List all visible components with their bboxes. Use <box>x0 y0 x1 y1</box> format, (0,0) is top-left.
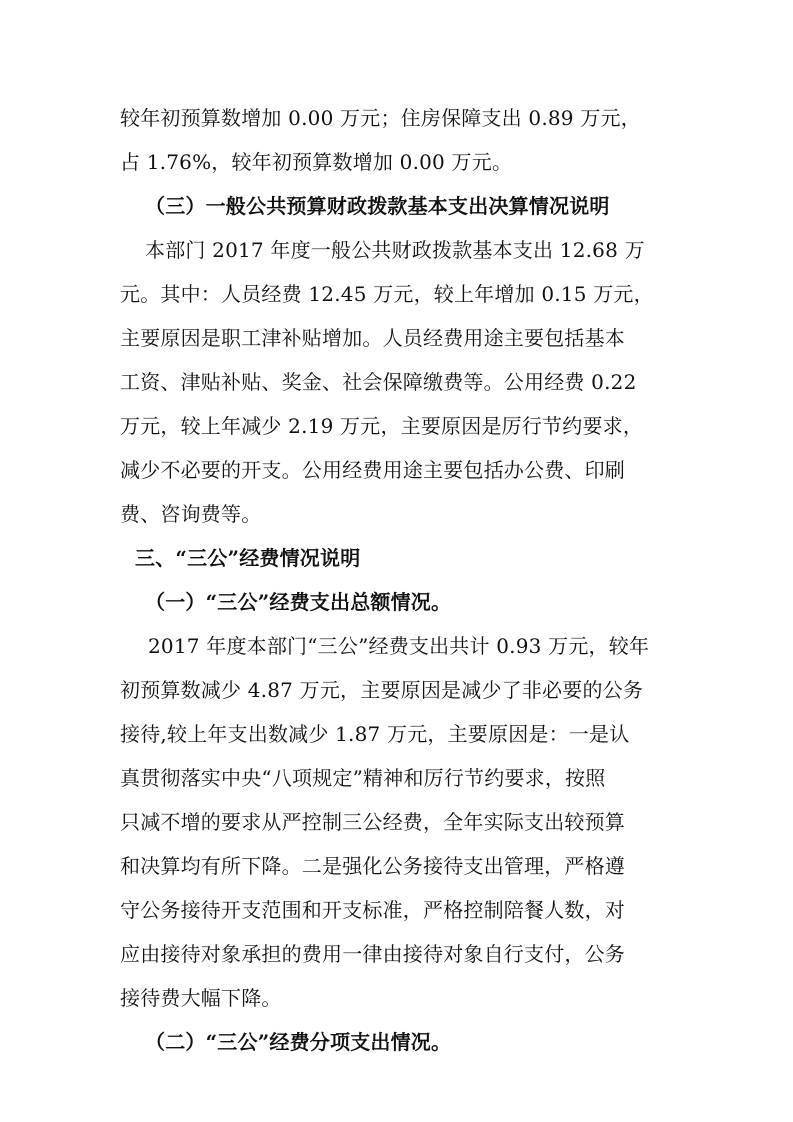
section-heading: 三、“三公”经费情况说明 <box>135 546 361 570</box>
paragraph-line: 费、咨询费等。 <box>120 502 262 526</box>
paragraph-line: 本部门 2017 年度一般公共财政拨款基本支出 12.68 万 <box>145 238 645 262</box>
text-line: 较年初预算数增加 0.00 万元；住房保障支出 0.89 万元， <box>120 106 641 130</box>
paragraph-line: 万元，较上年减少 2.19 万元，主要原因是厉行节约要求， <box>120 414 644 438</box>
paragraph-line: 接待,较上年支出数减少 1.87 万元，主要原因是：一是认 <box>120 722 630 746</box>
paragraph-line: 初预算数减少 4.87 万元，主要原因是减少了非必要的公务 <box>120 678 644 702</box>
paragraph-line: 减少不必要的开支。公用经费用途主要包括办公费、印刷 <box>120 458 625 482</box>
paragraph-line: 2017 年度本部门“三公”经费支出共计 0.93 万元，较年 <box>148 634 650 658</box>
subsection-heading: （二）“三公”经费分项支出情况。 <box>145 1030 452 1054</box>
paragraph-line: 只减不增的要求从严控制三公经费，全年实际支出较预算 <box>120 810 625 834</box>
paragraph-line: 元。其中：人员经费 12.45 万元，较上年增加 0.15 万元， <box>120 282 654 306</box>
paragraph-line: 守公务接待开支范围和开支标准，严格控制陪餐人数，对 <box>120 898 625 922</box>
text-line: 占 1.76%，较年初预算数增加 0.00 万元。 <box>120 150 513 174</box>
paragraph-line: 和决算均有所下降。二是强化公务接待支出管理，严格遵 <box>120 854 625 878</box>
paragraph-line: 应由接待对象承担的费用一律由接待对象自行支付，公务 <box>120 942 625 966</box>
paragraph-line: 接待费大幅下降。 <box>120 986 282 1010</box>
paragraph-line: 工资、津贴补贴、奖金、社会保障缴费等。公用经费 0.22 <box>120 370 637 394</box>
paragraph-line: 真贯彻落实中央“八项规定”精神和厉行节约要求，按照 <box>120 766 606 790</box>
section-heading: （三）一般公共预算财政拨款基本支出决算情况说明 <box>145 194 610 218</box>
subsection-heading: （一）“三公”经费支出总额情况。 <box>145 590 452 614</box>
paragraph-line: 主要原因是职工津补贴增加。人员经费用途主要包括基本 <box>120 326 625 350</box>
